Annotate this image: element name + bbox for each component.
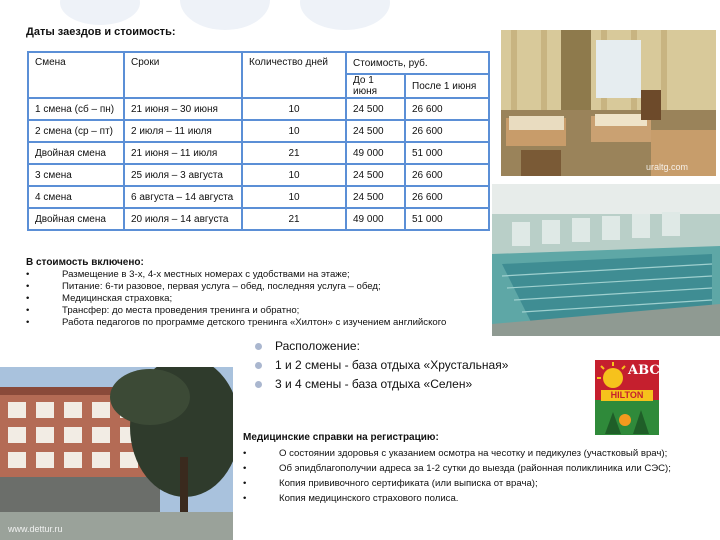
location-list — [255, 337, 508, 394]
included-title: В стоимость включено: — [26, 257, 144, 268]
background-watermark — [180, 0, 270, 30]
table-row — [28, 208, 489, 230]
table-row — [28, 186, 489, 208]
list-item: • О состоянии здоровья с указанием осмотра на чесотку и педикулез (участковый врач); — [243, 448, 668, 459]
list-item: • Копия прививочного сертификата (или выписка от врача); — [243, 478, 538, 489]
bullet-icon — [255, 362, 262, 369]
list-item: • Размещение в 3-х, 4-х местных номерах с удобствами на этаже; — [26, 269, 350, 280]
room-photo — [501, 30, 716, 176]
building-photo-caption: www.dettur.ru — [8, 524, 63, 534]
cell-dates: 21 июня – 11 июля — [124, 142, 242, 164]
cell-shift: Двойная смена — [28, 142, 124, 164]
table-row — [28, 120, 489, 142]
cell-before: 24 500 — [346, 120, 405, 142]
medical-list — [243, 446, 671, 506]
cell-dates: 6 августа – 14 августа — [124, 186, 242, 208]
cell-shift: 4 смена — [28, 186, 124, 208]
logo-name: HILTON — [610, 390, 644, 400]
list-item: • Работа педагогов по программе детского тренинга «Хилтон» с изучением английского — [26, 317, 447, 328]
header-cost: Стоимость, руб. — [346, 52, 489, 74]
logo-letters: ABC — [628, 363, 660, 378]
header-dates: Сроки — [124, 52, 242, 98]
cell-before: 24 500 — [346, 164, 405, 186]
cell-after: 26 600 — [405, 164, 489, 186]
table-row — [28, 142, 489, 164]
list-item: • Медицинская страховка; — [26, 293, 173, 304]
header-days: Количество дней — [242, 52, 346, 98]
cell-after: 26 600 — [405, 120, 489, 142]
cell-dates: 25 июля – 3 августа — [124, 164, 242, 186]
cell-days: 21 — [242, 208, 346, 230]
list-item: Расположение: — [255, 337, 508, 356]
header-before-june: До 1 июня — [346, 74, 405, 98]
building-photo — [0, 367, 233, 540]
bullet-icon — [255, 343, 262, 350]
cell-after: 51 000 — [405, 142, 489, 164]
cell-shift: Двойная смена — [28, 208, 124, 230]
list-item: 1 и 2 смены - база отдыха «Хрустальная» — [255, 356, 508, 375]
cell-dates: 2 июля – 11 июля — [124, 120, 242, 142]
background-watermark — [300, 0, 390, 30]
cell-after: 26 600 — [405, 186, 489, 208]
list-item: • Копия медицинского страхового полиса. — [243, 493, 459, 504]
cell-before: 24 500 — [346, 186, 405, 208]
cell-shift: 2 смена (ср – пт) — [28, 120, 124, 142]
cell-before: 49 000 — [346, 208, 405, 230]
schedule-table — [27, 51, 490, 231]
cell-dates: 20 июля – 14 августа — [124, 208, 242, 230]
background-watermark — [60, 0, 140, 25]
list-item: • Трансфер: до места проведения тренинга и обратно; — [26, 305, 300, 316]
cell-after: 26 600 — [405, 98, 489, 120]
medical-title: Медицинские справки на регистрацию: — [243, 432, 439, 443]
table-row — [28, 98, 489, 120]
list-item: 3 и 4 смены - база отдыха «Селен» — [255, 375, 508, 394]
header-shift: Смена — [28, 52, 124, 98]
bullet-icon — [255, 381, 262, 388]
cell-days: 10 — [242, 98, 346, 120]
cell-dates: 21 июня – 30 июня — [124, 98, 242, 120]
cell-days: 10 — [242, 120, 346, 142]
cell-before: 24 500 — [346, 98, 405, 120]
list-item: • Питание: 6-ти разовое, первая услуга – обед, последняя услуга – обед; — [26, 281, 381, 292]
cell-days: 21 — [242, 142, 346, 164]
table-row — [28, 164, 489, 186]
pool-photo — [492, 184, 720, 336]
table-header-row — [28, 52, 489, 74]
header-after-june: После 1 июня — [405, 74, 489, 98]
cell-after: 51 000 — [405, 208, 489, 230]
dates-title: Даты заездов и стоимость: — [26, 26, 176, 38]
cell-days: 10 — [242, 164, 346, 186]
list-item: • Об эпидблагополучии адреса за 1-2 сутки до выезда (районная поликлиника или СЭС); — [243, 463, 671, 474]
hilton-logo — [595, 360, 659, 435]
included-list — [26, 269, 446, 329]
room-photo-caption: uraltg.com — [645, 162, 688, 172]
cell-before: 49 000 — [346, 142, 405, 164]
cell-shift: 3 смена — [28, 164, 124, 186]
cell-days: 10 — [242, 186, 346, 208]
cell-shift: 1 смена (сб – пн) — [28, 98, 124, 120]
